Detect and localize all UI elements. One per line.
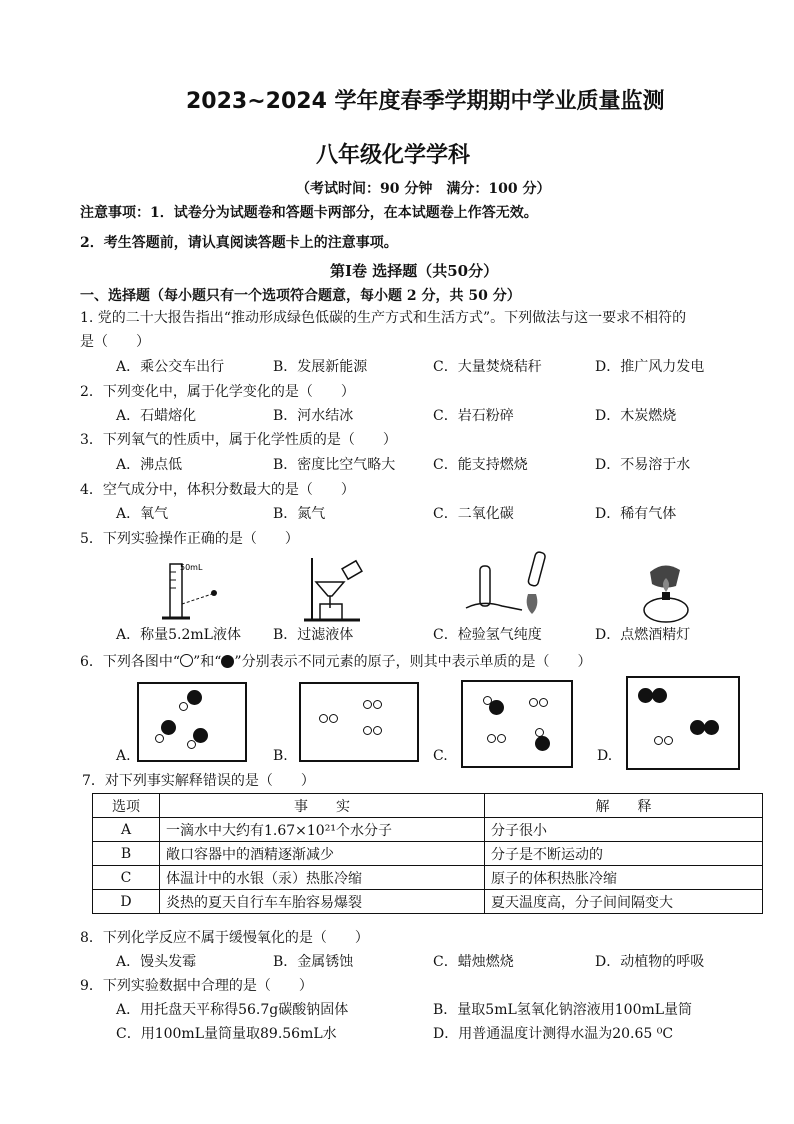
black-atom-icon: [221, 655, 234, 668]
q4-option-d[interactable]: D．稀有气体: [595, 506, 677, 522]
q6-stem-part-1: 6．下列各图中“: [80, 654, 181, 670]
black-atom: [704, 720, 719, 735]
q2-option-a[interactable]: A．石蜡熔化: [116, 408, 197, 424]
white-atom: [373, 700, 382, 709]
q5-option-b[interactable]: B．过滤液体: [273, 627, 354, 643]
test-tube: [480, 566, 490, 606]
q8-option-d[interactable]: D．动植物的呼吸: [595, 954, 705, 970]
table-cell: 敞口容器中的酒精逐渐减少: [160, 842, 485, 866]
q6-option-b[interactable]: B.: [273, 748, 288, 764]
q3-stem: 3．下列氧气的性质中，属于化学性质的是（ ）: [80, 432, 397, 448]
q2-stem: 2．下列变化中，属于化学变化的是（ ）: [80, 384, 355, 400]
white-atom: [529, 698, 538, 707]
notes-line-1: 注意事项：1．试卷分为试题卷和答题卡两部分，在本试题卷上作答无效。: [80, 205, 538, 221]
inverted-tube: [528, 551, 546, 586]
black-atom: [652, 688, 667, 703]
table-cell: 分子很小: [485, 818, 763, 842]
white-atom: [179, 702, 188, 711]
exam-info: （考试时间：90 分钟 满分：100 分）: [296, 181, 551, 197]
q6-option-a[interactable]: A.: [116, 748, 131, 764]
white-atom: [329, 714, 338, 723]
black-atom: [161, 720, 176, 735]
q2-option-b[interactable]: B．河水结冰: [273, 408, 354, 424]
facts-table: [92, 793, 763, 914]
q3-option-a[interactable]: A．沸点低: [116, 457, 183, 473]
table-header: 事 实: [160, 794, 485, 818]
notes-line-2: 2．考生答题前，请认真阅读答题卡上的注意事项。: [80, 235, 398, 251]
table-header: 解 释: [485, 794, 763, 818]
q8-option-a[interactable]: A．馒头发霉: [116, 954, 197, 970]
exam-title: 2023~2024 学年度春季学期期中学业质量监测: [186, 89, 665, 114]
q4-stem: 4．空气成分中，体积分数最大的是（ ）: [80, 482, 355, 498]
q6-box-d: [626, 676, 740, 770]
eye-mark: [211, 590, 217, 596]
q6-stem-part-3: ”分别表示不同元素的原子，则其中表示单质的是（ ）: [234, 654, 592, 670]
q1-stem: 1. 党的二十大报告指出“推动形成绿色低碳的生产方式和生活方式”。下列做法与这一要求不相符的: [80, 310, 687, 326]
table-cell: 一滴水中大约有1.67×10²¹个水分子: [160, 818, 485, 842]
table-header: 选项: [93, 794, 160, 818]
q9-stem: 9．下列实验数据中合理的是（ ）: [80, 978, 313, 994]
section-title: 第Ⅰ卷 选择题（共50分）: [330, 262, 499, 280]
q8-option-b[interactable]: B．金属锈蚀: [273, 954, 354, 970]
q4-option-a[interactable]: A．氧气: [116, 506, 169, 522]
black-atom: [638, 688, 653, 703]
white-atom: [664, 736, 673, 745]
q6-option-d[interactable]: D.: [597, 748, 613, 764]
table-cell: 炎热的夏天自行车车胎容易爆裂: [160, 890, 485, 914]
white-atom: [539, 698, 548, 707]
q6-box-b: [299, 682, 419, 762]
beaker: [320, 604, 342, 620]
hand: [466, 603, 522, 610]
table-row: [93, 842, 763, 866]
q5-option-a[interactable]: A．称量5.2mL液体: [116, 627, 241, 643]
white-atom: [487, 734, 496, 743]
alcohol-lamp-image: [630, 556, 700, 626]
black-atom: [489, 700, 504, 715]
q2-option-d[interactable]: D．木炭燃烧: [595, 408, 677, 424]
q6-box-a: [137, 682, 247, 762]
q6-stem-part-2: ”和“: [193, 654, 222, 670]
white-atom: [319, 714, 328, 723]
q4-option-c[interactable]: C．二氧化碳: [433, 506, 514, 522]
table-cell: A: [93, 818, 160, 842]
q2-option-c[interactable]: C．岩石粉碎: [433, 408, 514, 424]
q5-stem: 5．下列实验操作正确的是（ ）: [80, 531, 299, 547]
funnel: [316, 582, 344, 596]
white-atom: [497, 734, 506, 743]
q5-option-d[interactable]: D．点燃酒精灯: [595, 627, 691, 643]
flame: [527, 594, 538, 614]
table-cell: 原子的体积热胀冷缩: [485, 866, 763, 890]
q8-option-c[interactable]: C．蜡烛燃烧: [433, 954, 514, 970]
q9-option-c[interactable]: C．用100mL量筒量取89.56mL水: [116, 1026, 337, 1042]
q1-option-d[interactable]: D．推广风力发电: [595, 359, 705, 375]
table-cell: B: [93, 842, 160, 866]
table-cell: C: [93, 866, 160, 890]
table-cell: D: [93, 890, 160, 914]
white-atom: [373, 726, 382, 735]
graduated-cylinder-image: [150, 560, 230, 624]
q3-option-b[interactable]: B．密度比空气略大: [273, 457, 396, 473]
q1-option-b[interactable]: B．发展新能源: [273, 359, 368, 375]
q6-box-c: [461, 680, 573, 768]
table-header-row: [93, 794, 763, 818]
black-atom: [690, 720, 705, 735]
table-cell: 体温计中的水银（汞）热胀冷缩: [160, 866, 485, 890]
q1-option-a[interactable]: A．乘公交车出行: [116, 359, 225, 375]
lamp-body: [644, 598, 688, 622]
q8-stem: 8．下列化学反应不属于缓慢氧化的是（ ）: [80, 930, 369, 946]
q6-stem: [80, 653, 592, 671]
q9-option-d[interactable]: D．用普通温度计测得水温为20.65 ⁰C: [433, 1026, 674, 1042]
white-atom: [187, 740, 196, 749]
q5-option-c[interactable]: C．检验氢气纯度: [433, 627, 542, 643]
table-row: [93, 866, 763, 890]
q9-option-b[interactable]: B．量取5mL氢氧化钠溶液用100mL量筒: [433, 1002, 693, 1018]
table-row: [93, 890, 763, 914]
white-atom: [363, 726, 372, 735]
table-cell: 分子是不断运动的: [485, 842, 763, 866]
white-atom: [363, 700, 372, 709]
black-atom: [535, 736, 550, 751]
q9-option-a[interactable]: A．用托盘天平称得56.7g碳酸钠固体: [116, 1002, 349, 1018]
white-atom-icon: [180, 654, 193, 667]
q1-stem-cont: 是（ ）: [80, 334, 150, 350]
white-atom: [155, 734, 164, 743]
sight-line: [182, 594, 212, 604]
q3-option-d[interactable]: D．不易溶于水: [595, 457, 691, 473]
cylinder-label: 50mL: [180, 563, 203, 572]
filtration-image: [300, 556, 370, 624]
q4-option-b[interactable]: B．氮气: [273, 506, 326, 522]
table-cell: 夏天温度高，分子间间隔变大: [485, 890, 763, 914]
q7-stem: 7．对下列事实解释错误的是（ ）: [82, 773, 315, 789]
lamp-neck: [662, 592, 670, 600]
hydrogen-test-image: [462, 548, 557, 624]
black-atom: [187, 690, 202, 705]
section-heading: 一、选择题（每小题只有一个选项符合题意，每小题 2 分，共 50 分）: [80, 288, 521, 304]
white-atom: [654, 736, 663, 745]
q6-option-c[interactable]: C.: [433, 748, 448, 764]
q3-option-c[interactable]: C．能支持燃烧: [433, 457, 528, 473]
black-atom: [193, 728, 208, 743]
pouring-beaker: [342, 561, 362, 579]
subject-title: 八年级化学学科: [316, 143, 471, 168]
table-row: [93, 818, 763, 842]
q1-option-c[interactable]: C．大量焚烧秸秆: [433, 359, 542, 375]
